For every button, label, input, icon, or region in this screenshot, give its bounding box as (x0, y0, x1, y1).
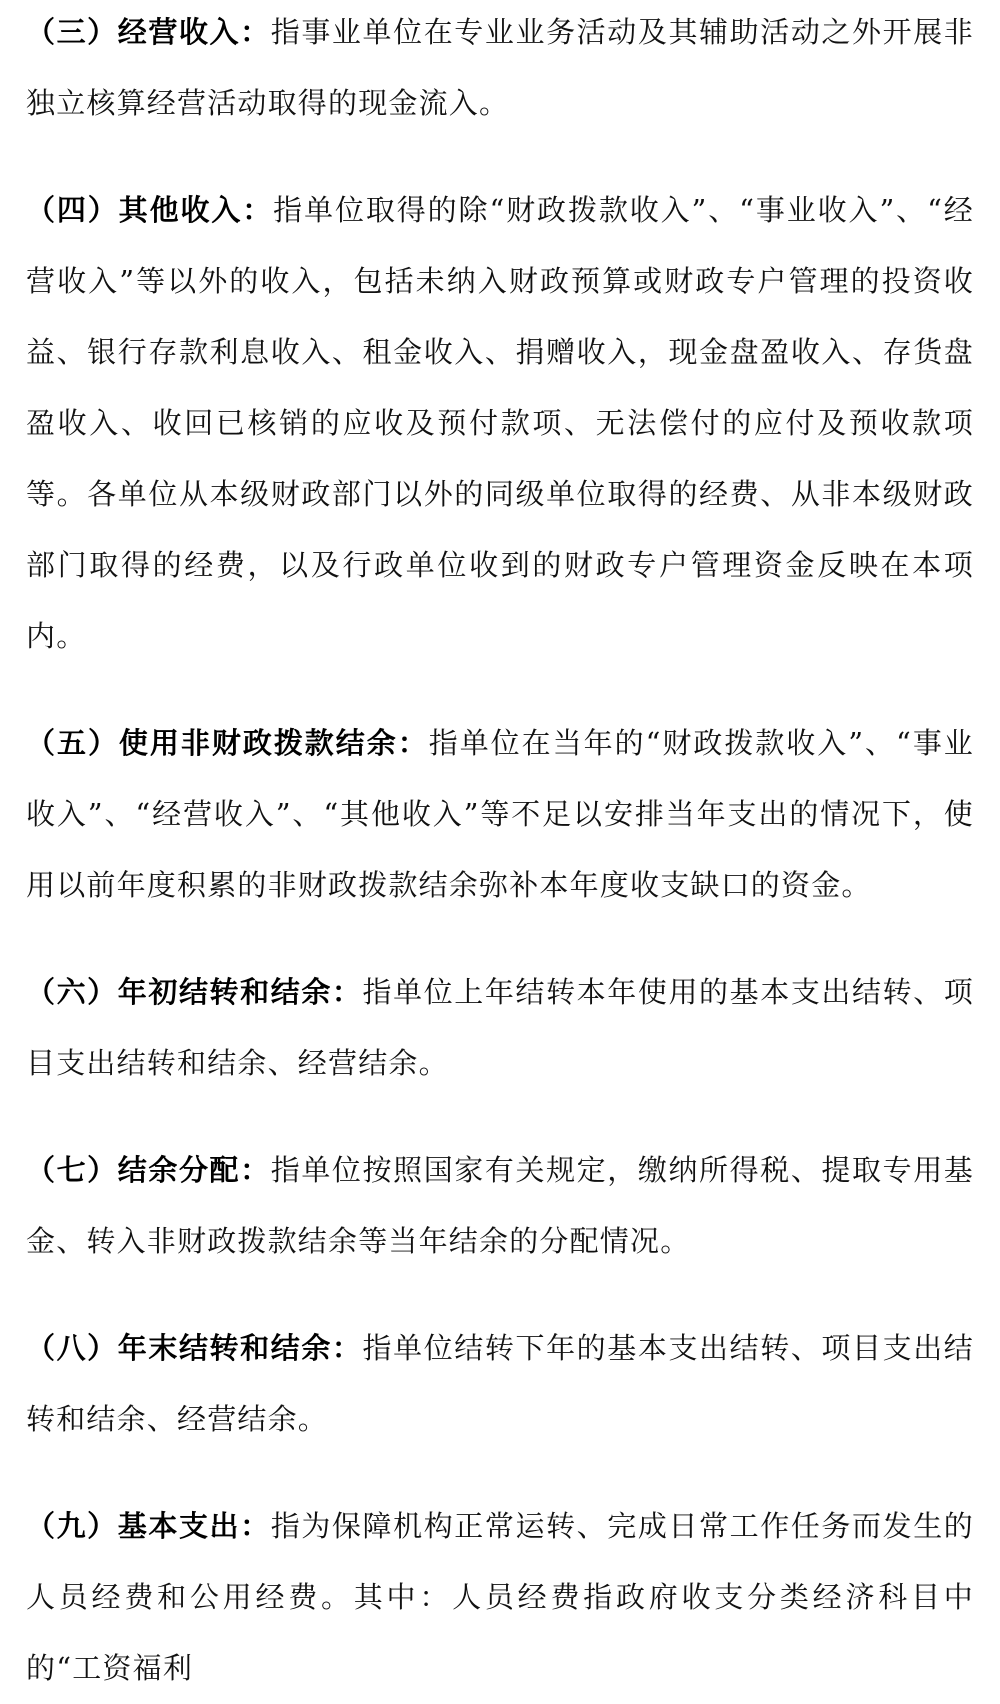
section-body: 指单位结转下年的基本支出结转、项目支出结转和结余、经营结余。 (26, 1331, 974, 1436)
section-body: 指单位取得的除“财政拨款收入”、“事业收入”、“经营收入”等以外的收入，包括未纳入财政预算或财政专户管理的投资收益、银行存款利息收入、租金收入、捐赠收入，现金盘盈收入、存货盘盈收入、收回已核销的应收及预付款项、无法偿付的应付及预收款项等。各单位从本级财政部门以外的同级单位取得的经费、从非本级财政部门取得的经费，以及行政单位收到的财政专户管理资金反映在本项内。 (26, 193, 974, 653)
section-heading: （六）年初结转和结余： (26, 975, 363, 1009)
section-surplus-distribution (26, 1135, 974, 1277)
section-body: 指单位在当年的“财政拨款收入”、“事业收入”、“经营收入”、“其他收入”等不足以安排当年支出的情况下，使用以前年度积累的非财政拨款结余弥补本年度收支缺口的资金。 (26, 726, 974, 902)
section-body: 指单位上年结转本年使用的基本支出结转、项目支出结转和结余、经营结余。 (26, 975, 974, 1080)
section-body: 指为保障机构正常运转、完成日常工作任务而发生的人员经费和公用经费。其中：人员经费指政府收支分类经济科目中的“工资福利 (26, 1509, 974, 1685)
section-opening-balance (26, 957, 974, 1099)
section-heading: （四）其他收入： (26, 193, 274, 227)
section-heading: （七）结余分配： (26, 1153, 271, 1187)
section-heading: （三）经营收入： (26, 15, 271, 49)
section-heading: （八）年末结转和结余： (26, 1331, 363, 1365)
section-heading: （九）基本支出： (26, 1509, 271, 1543)
section-heading: （五）使用非财政拨款结余： (26, 726, 429, 760)
section-basic-expenditure (26, 1491, 974, 1704)
section-body: 指事业单位在专业业务活动及其辅助活动之外开展非独立核算经营活动取得的现金流入。 (26, 15, 974, 120)
section-use-of-surplus (26, 708, 974, 921)
section-body: 指单位按照国家有关规定，缴纳所得税、提取专用基金、转入非财政拨款结余等当年结余的分配情况。 (26, 1153, 974, 1258)
document-page (26, 0, 974, 1704)
section-operating-income (26, 0, 974, 139)
section-closing-balance (26, 1313, 974, 1455)
section-other-income (26, 175, 974, 672)
